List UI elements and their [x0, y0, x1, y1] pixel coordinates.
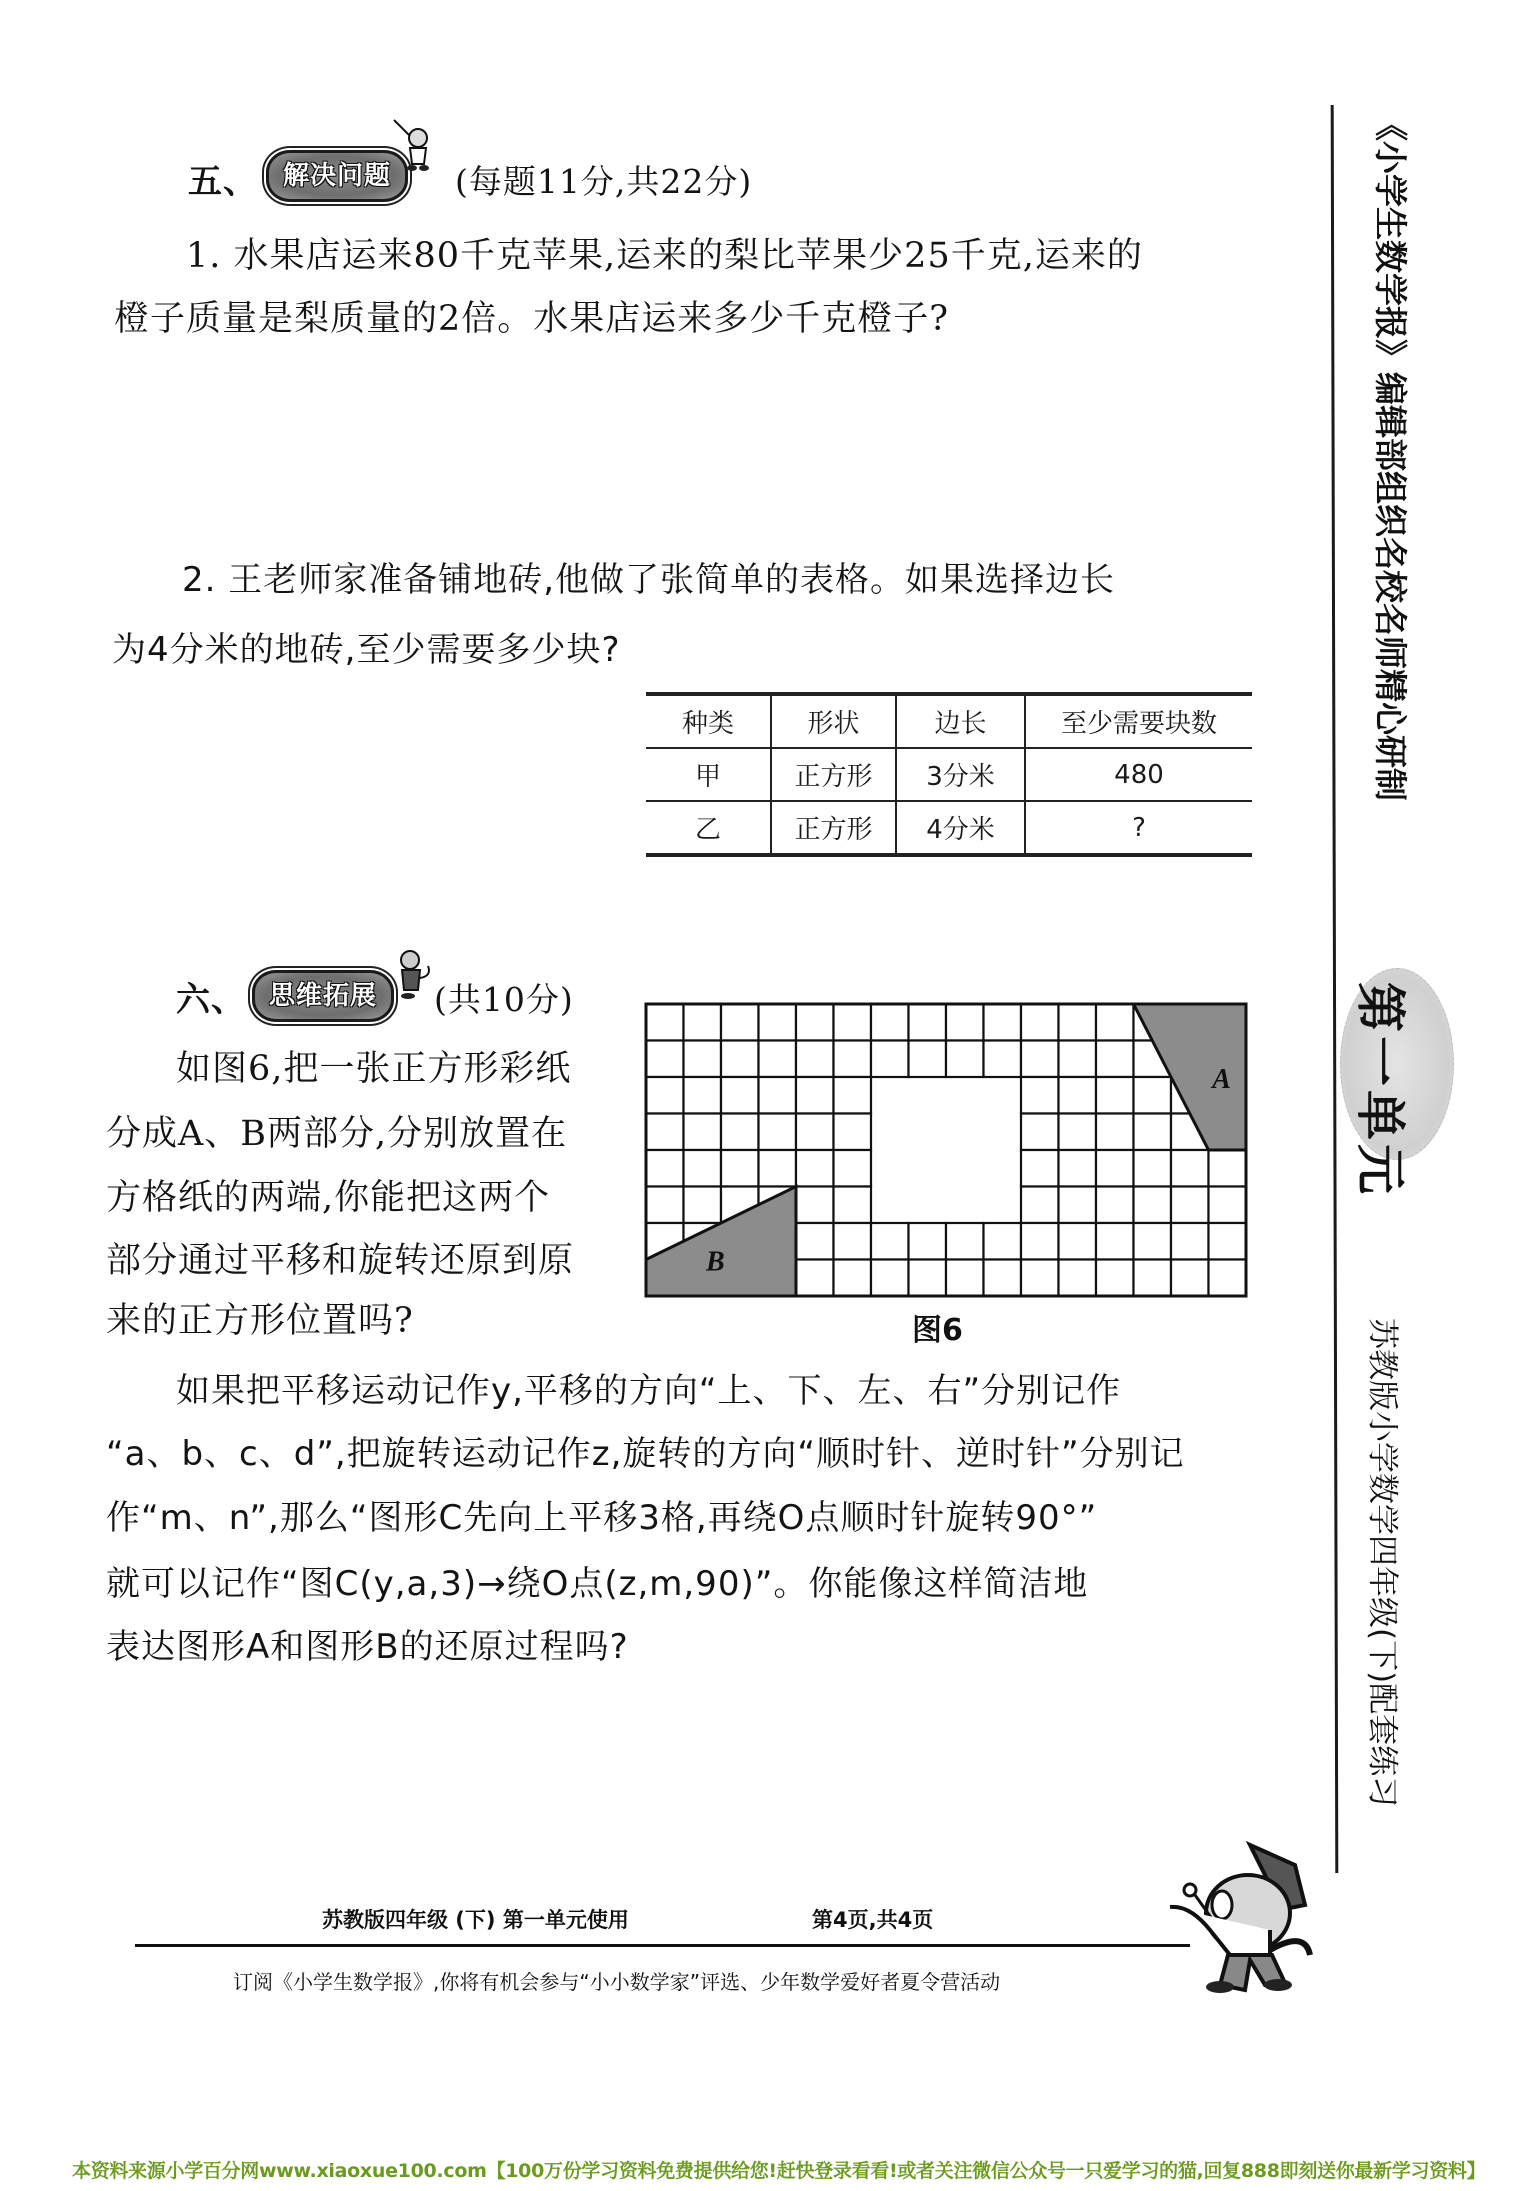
section-5-number: 五、: [188, 162, 258, 202]
mascot-pointer-icon: [392, 118, 432, 174]
body-line: 作“m、n”,那么“图形C先向上平移3格,再绕O点顺时针旋转90°”: [106, 1498, 1098, 1538]
body-line: “a、b、c、d”,把旋转运动记作z,旋转的方向“顺时针、逆时针”分别记: [106, 1434, 1185, 1474]
section-6-title: [176, 978, 246, 1022]
intro-line: 来的正方形位置吗?: [106, 1301, 414, 1341]
table-cell: 正方形: [771, 748, 896, 801]
body-line: 如果把平移运动记作y,平移的方向“上、下、左、右”分别记作: [176, 1371, 1122, 1411]
source-banner: 本资料来源小学百分网www.xiaoxue100.com【100万份学习资料免费提供给您!赶快登录看看!或者关注微信公众号一只爱学习的猫,回复888即刻送你最新学习资料】: [72, 2160, 1486, 2182]
intro-line: 如图6,把一张正方形彩纸: [176, 1049, 572, 1089]
q1-line2: 橙子质量是梨质量的2倍。水果店运来多少千克橙子?: [114, 299, 950, 339]
shape-b-label: B: [706, 1246, 725, 1278]
sidebar-rule: [1331, 105, 1339, 1873]
footer-page-number: 第4页,共4页: [812, 1908, 934, 1932]
mascot-thinker-icon: [392, 948, 432, 1004]
unit-badge-label: 第一单元: [1351, 982, 1409, 1198]
table-cell: ?: [1025, 801, 1252, 855]
sidebar-top-text: 《小学生数学报》编辑部组织名校名师精心研制: [1371, 108, 1410, 801]
table-cell: 甲: [646, 748, 771, 801]
section-5-points: (每题11分,共22分): [455, 162, 753, 201]
table-header: 形状: [771, 694, 896, 748]
table-row: [646, 748, 1252, 801]
table-header: 边长: [896, 694, 1025, 748]
table-header: 种类: [646, 694, 771, 748]
table-header-row: [646, 694, 1252, 748]
table-header: 至少需要块数: [1025, 694, 1252, 748]
section-5-title: [188, 160, 258, 204]
q2-line1: 2. 王老师家准备铺地砖,他做了张简单的表格。如果选择边长: [182, 560, 1116, 600]
section-5-banner: [266, 150, 408, 202]
section-6-number: 六、: [176, 980, 246, 1020]
tile-table: [646, 692, 1252, 857]
table-cell: 480: [1025, 748, 1252, 801]
table-cell: 乙: [646, 801, 771, 855]
q1-line1: 1. 水果店运来80千克苹果,运来的梨比苹果少25千克,运来的: [186, 236, 1143, 276]
body-line: 表达图形A和图形B的还原过程吗?: [106, 1627, 629, 1667]
sidebar-bottom-text: 苏教版小学数学四年级(下)配套练习: [1364, 1318, 1400, 1808]
section-6-banner: [252, 970, 394, 1022]
footer-rule: [135, 1944, 1190, 1947]
table-cell: 3分米: [896, 748, 1025, 801]
table-row: [646, 801, 1252, 855]
q2-line2: 为4分米的地砖,至少需要多少块?: [112, 630, 621, 670]
body-line: 就可以记作“图C(y,a,3)→绕O点(z,m,90)”。你能像这样简洁地: [106, 1564, 1089, 1604]
section-5-banner-label: 解决问题: [283, 161, 392, 191]
footer-title: 苏教版四年级 (下) 第一单元使用: [322, 1908, 629, 1932]
shape-a-label: A: [1212, 1063, 1231, 1095]
footer-subscribe-note: 订阅《小学生数学报》,你将有机会参与“小小数学家”评选、少年数学爱好者夏令营活动: [233, 1970, 1001, 1994]
table-cell: 正方形: [771, 801, 896, 855]
intro-line: 分成A、B两部分,分别放置在: [106, 1114, 568, 1154]
mascot-mouse-icon: [1160, 1835, 1320, 2005]
intro-line: 部分通过平移和旋转还原到原: [106, 1241, 575, 1281]
table-cell: 4分米: [896, 801, 1025, 855]
section-6-points: (共10分): [434, 980, 574, 1019]
figure-caption: 图6: [912, 1313, 963, 1348]
intro-line: 方格纸的两端,你能把这两个: [106, 1178, 551, 1218]
figure-6-grid: [644, 1002, 1248, 1298]
section-6-banner-label: 思维拓展: [269, 981, 378, 1011]
